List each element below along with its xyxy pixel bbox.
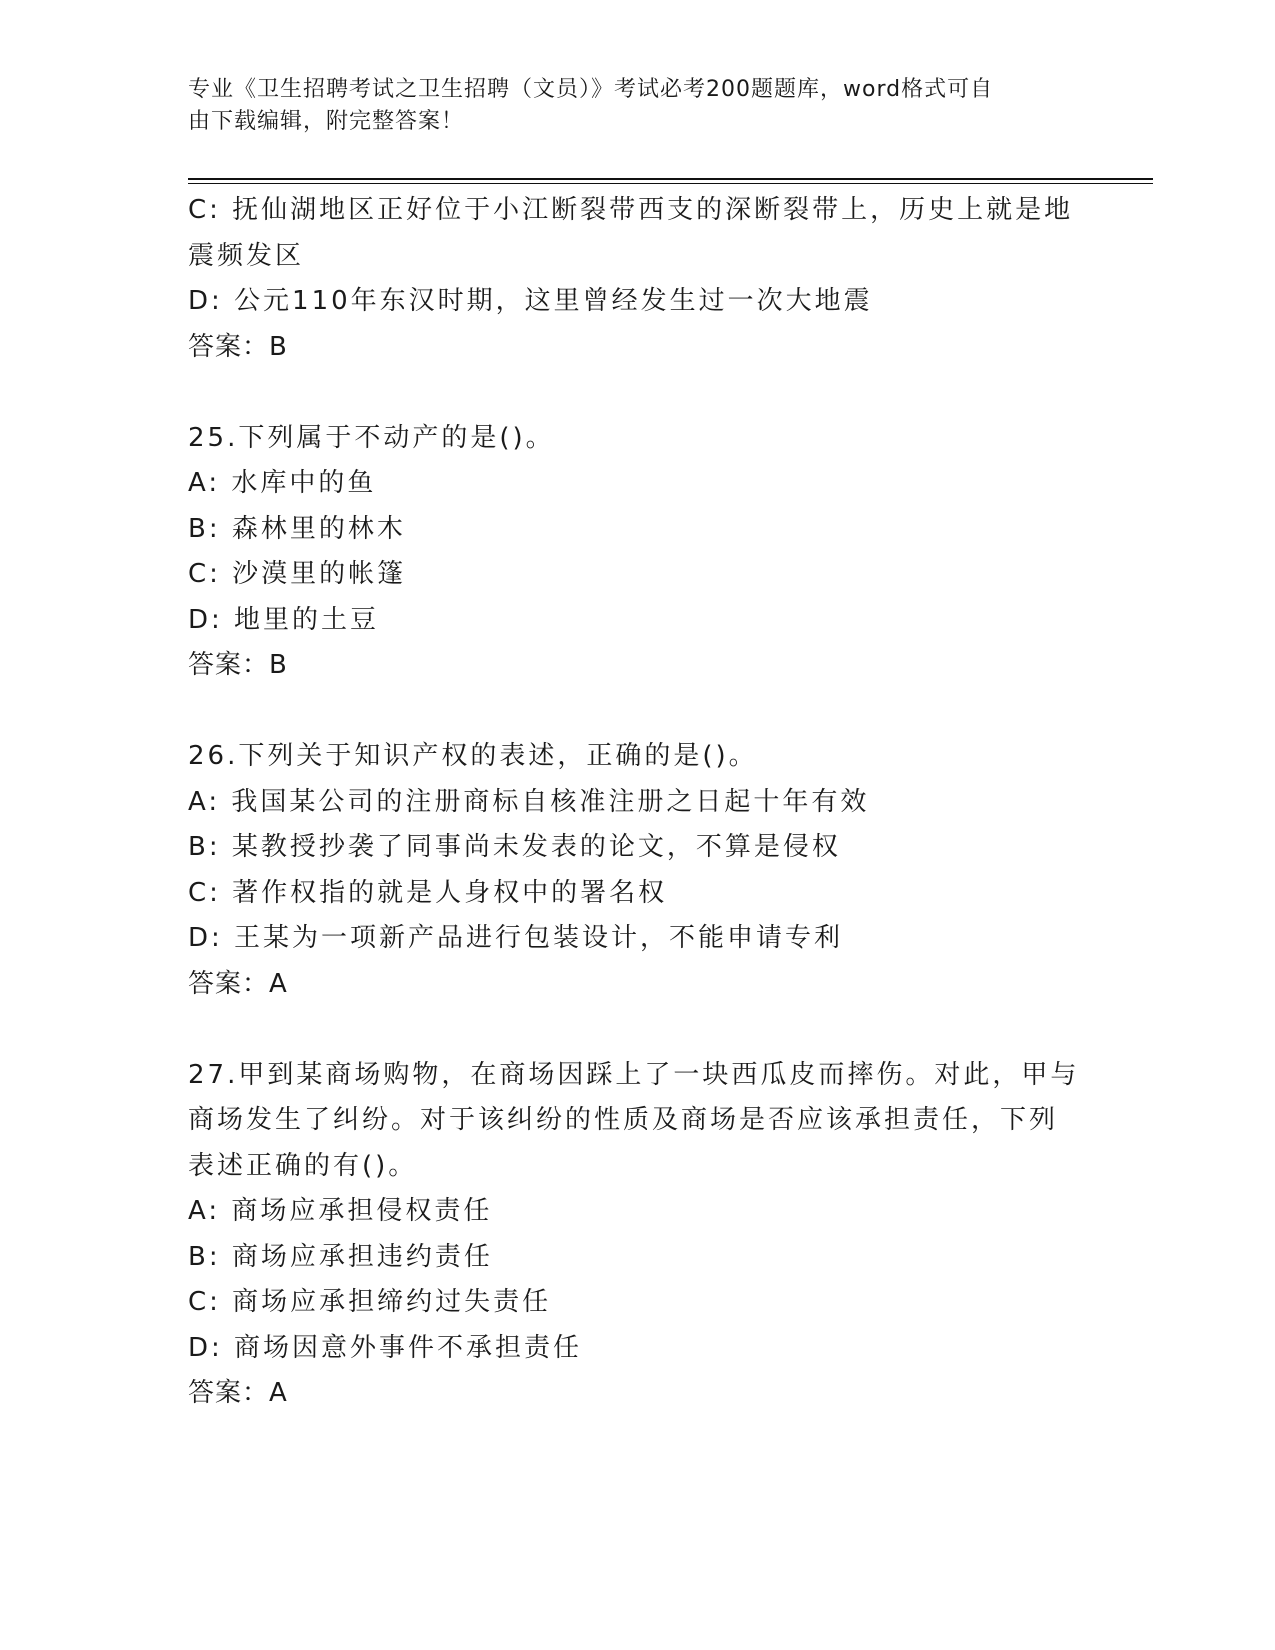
header-line-1: 专业《卫生招聘考试之卫生招聘（文员）》考试必考200题题库，word格式可自 [188, 77, 994, 102]
spacer [188, 370, 1088, 416]
option-d: D: 公元110年东汉时期，这里曾经发生过一次大地震 [188, 286, 873, 316]
question-24-remainder [188, 188, 1088, 370]
answer: 答案：A [188, 968, 288, 999]
question-content [188, 188, 1088, 1417]
option-b: B: 商场应承担违约责任 [188, 1241, 493, 1272]
option-c: C: 沙漠里的帐篷 [188, 559, 407, 589]
option-d: D: 地里的土豆 [188, 604, 380, 635]
question-text-line-2: 商场发生了纠纷。对于该纠纷的性质及商场是否应该承担责任，下列 [188, 1105, 1059, 1135]
option-a: A: 水库中的鱼 [188, 468, 377, 498]
header-divider-thick [188, 178, 1153, 180]
spacer [188, 1007, 1088, 1053]
option-a: A: 商场应承担侵权责任 [188, 1196, 493, 1226]
option-b: B: 森林里的林木 [188, 513, 406, 544]
option-a: A: 我国某公司的注册商标自核准注册之日起十年有效 [188, 786, 870, 817]
answer: 答案：A [188, 1378, 288, 1408]
header-line-2: 由下载编辑，附完整答案！ [188, 109, 465, 134]
question-text-line-1: 27.甲到某商场购物，在商场因踩上了一块西瓜皮而摔伤。对此，甲与 [188, 1059, 1080, 1090]
question-25 [188, 416, 1088, 689]
document-header [188, 74, 1088, 138]
question-text: 25.下列属于不动产的是()。 [188, 422, 555, 453]
question-26 [188, 734, 1088, 1007]
question-text: 26.下列关于知识产权的表述，正确的是()。 [188, 741, 758, 771]
option-c: C: 商场应承担缔约过失责任 [188, 1287, 552, 1317]
answer: 答案：B [188, 331, 288, 362]
option-c-line-2: 震频发区 [188, 240, 305, 271]
option-d: D: 王某为一项新产品进行包装设计，不能申请专利 [188, 923, 844, 953]
option-b: B: 某教授抄袭了同事尚未发表的论文，不算是侵权 [188, 832, 841, 862]
option-c-line-1: C: 抚仙湖地区正好位于小江断裂带西支的深断裂带上，历史上就是地 [188, 195, 1074, 225]
spacer [188, 689, 1088, 735]
option-d: D: 商场因意外事件不承担责任 [188, 1332, 583, 1363]
question-text-line-3: 表述正确的有()。 [188, 1150, 418, 1181]
answer: 答案：B [188, 650, 288, 680]
header-divider-thin [188, 183, 1153, 184]
question-27 [188, 1053, 1088, 1417]
option-c: C: 著作权指的就是人身权中的署名权 [188, 877, 668, 908]
